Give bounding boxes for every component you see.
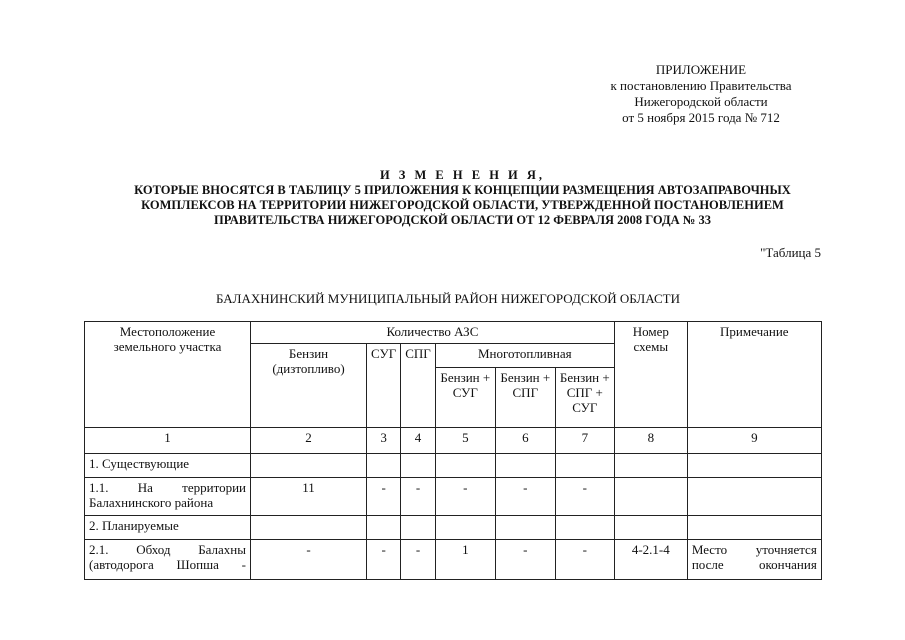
column-number: 9 [687, 428, 821, 454]
appendix-block [571, 62, 831, 126]
row-location [85, 478, 251, 516]
region-heading: БАЛАХНИНСКИЙ МУНИЦИПАЛЬНЫЙ РАЙОН НИЖЕГОРОДСКОЙ ОБЛАСТИ [216, 291, 680, 306]
cell-petrol-lpg: - [435, 478, 495, 516]
appendix-line: к постановлению Правительства [610, 78, 792, 93]
title-heading: И З М Е Н Е Н И Я, [379, 168, 546, 182]
section-label: 1. Существующие [85, 454, 251, 478]
cell-petrol-cng-lpg: - [555, 540, 614, 580]
column-number: 8 [614, 428, 687, 454]
row-location [85, 540, 251, 580]
column-number: 6 [495, 428, 555, 454]
title-line: КОМПЛЕКСОВ НА ТЕРРИТОРИИ НИЖЕГОРОДСКОЙ ОБЛАСТИ, УТВЕРЖДЕННОЙ ПОСТАНОВЛЕНИЕМ [141, 198, 784, 212]
header-petrol-lpg: Бензин + СУГ [435, 368, 495, 428]
cell-note-line: после окончания [691, 557, 817, 572]
header-note: Примечание [687, 322, 821, 428]
row-location-line: (автодорога Шопша - [89, 557, 246, 572]
column-number: 1 [85, 428, 251, 454]
title-line: КОТОРЫЕ ВНОСЯТСЯ В ТАБЛИЦУ 5 ПРИЛОЖЕНИЯ К КОНЦЕПЦИИ РАЗМЕЩЕНИЯ АВТОЗАПРАВОЧНЫХ [134, 183, 791, 197]
cell-note-line: Место уточняется [691, 542, 817, 557]
column-number: 2 [251, 428, 367, 454]
cell-petrol-cng: - [495, 540, 555, 580]
cell-petrol-cng: - [495, 478, 555, 516]
stations-table [84, 321, 822, 580]
cell-note [687, 478, 821, 516]
header-lpg: СУГ [367, 344, 401, 428]
cell-cng: - [401, 478, 436, 516]
header-petrol-cng-lpg: Бензин + СПГ + СУГ [555, 368, 614, 428]
document-title [95, 168, 830, 228]
row-location-line: 2.1. Обход Балахны [89, 542, 246, 557]
cell-note [687, 540, 821, 580]
cell-lpg: - [367, 478, 401, 516]
cell-petrol: 11 [251, 478, 367, 516]
appendix-line: ПРИЛОЖЕНИЕ [655, 62, 747, 77]
row-location-line: Балахнинского района [89, 495, 214, 510]
table-row [85, 478, 822, 516]
header-petrol-cng: Бензин + СПГ [495, 368, 555, 428]
section-row [85, 454, 822, 478]
column-number: 5 [435, 428, 495, 454]
column-number: 7 [555, 428, 614, 454]
table-row [85, 540, 822, 580]
column-number-row [85, 428, 822, 454]
appendix-line: от 5 ноября 2015 года № 712 [622, 110, 780, 125]
header-scheme: Номер схемы [614, 322, 687, 428]
section-row [85, 516, 822, 540]
cell-scheme [614, 478, 687, 516]
appendix-line: Нижегородской области [634, 94, 768, 109]
cell-petrol: - [251, 540, 367, 580]
table-caption: "Таблица 5 [760, 245, 821, 260]
column-number: 3 [367, 428, 401, 454]
cell-cng: - [401, 540, 436, 580]
title-line: ПРАВИТЕЛЬСТВА НИЖЕГОРОДСКОЙ ОБЛАСТИ ОТ 12 ФЕВРАЛЯ 2008 ГОДА № 33 [214, 213, 711, 227]
header-location: Местоположение земельного участка [85, 322, 251, 428]
row-location-line: 1.1. На территории [89, 480, 246, 495]
cell-lpg: - [367, 540, 401, 580]
header-cng: СПГ [401, 344, 436, 428]
header-multi: Многотопливная [435, 344, 614, 368]
column-number: 4 [401, 428, 436, 454]
header-count: Количество АЗС [251, 322, 615, 344]
header-row [85, 322, 822, 344]
cell-petrol-cng-lpg: - [555, 478, 614, 516]
header-petrol: Бензин (дизтопливо) [251, 344, 367, 428]
cell-petrol-lpg: 1 [435, 540, 495, 580]
section-label: 2. Планируемые [85, 516, 251, 540]
cell-scheme: 4-2.1-4 [614, 540, 687, 580]
